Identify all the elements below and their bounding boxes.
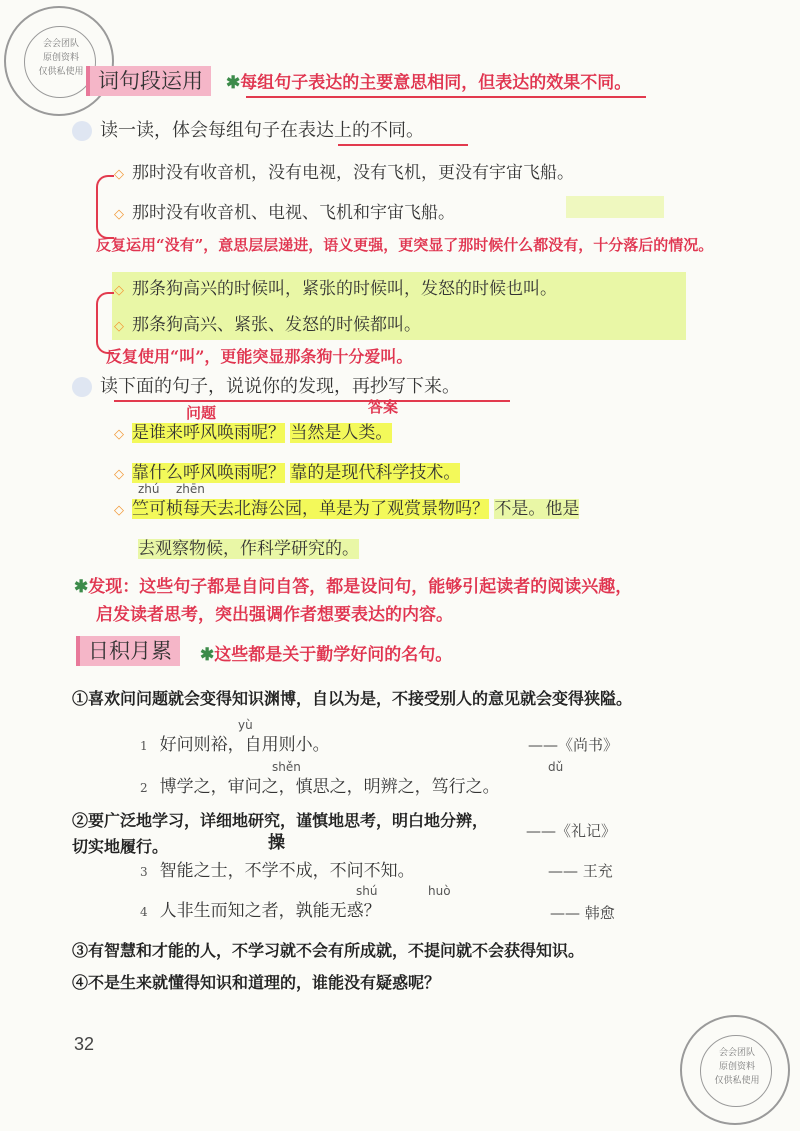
seal-text: 仅供私使用 (38, 67, 84, 77)
seal-text: 会会团队 (718, 1048, 755, 1058)
seal-text: 原创资料 (42, 53, 79, 63)
diamond-icon: ◇ (114, 503, 124, 518)
quote: 3 智能之士，不学不成，不问不知。 (140, 861, 415, 881)
sentence: ◇ 那时没有收音机、电视、飞机和宇宙飞船。 (114, 203, 455, 223)
seal-text: 原创资料 (718, 1062, 755, 1072)
quote-source: ——《尚书》 (528, 736, 619, 754)
arrow-icon (96, 292, 114, 354)
instruction: 读一读，体会每组句子在表达上的不同。 (72, 118, 424, 144)
quote: 4 人非生而知之者，孰能无惑？ (140, 901, 381, 921)
discovery-note: 启发读者思考，突出强调作者想要表达的内容。 (96, 605, 453, 625)
quote-source: —— 王充 (548, 862, 613, 880)
sentence: ◇ 那时没有收音机，没有电视，没有飞机，更没有宇宙飞船。 (114, 163, 574, 183)
pinyin: zhēn (176, 482, 205, 496)
highlight (566, 196, 664, 218)
circle-icon (72, 121, 92, 141)
seal-text: 仅供私使用 (714, 1076, 760, 1086)
sentence: ◇ 那条狗高兴的时候叫，紧张的时候叫，发怒的时候也叫。 (114, 279, 557, 299)
arrow-icon (96, 175, 114, 239)
quote: 1 好问则裕，自用则小。 (140, 735, 330, 755)
diamond-icon: ◇ (114, 319, 124, 334)
instruction: 读下面的句子，说说你的发现，再抄写下来。 (72, 374, 460, 400)
diamond-icon: ◇ (114, 167, 124, 182)
explanation: 切实地履行。 (72, 837, 169, 856)
page-number: 32 (74, 1034, 95, 1054)
pinyin: yù (238, 718, 253, 732)
star-icon: ✱ (200, 645, 215, 665)
pinyin: shú (356, 884, 378, 898)
section-title: 词句段运用 (86, 66, 211, 96)
explanation: ②要广泛地学习，详细地研究，谨慎地思考，明白地分辨， (72, 811, 489, 830)
quote-source: ——《礼记》 (526, 822, 617, 840)
annotation: 问题 (186, 404, 217, 422)
star-icon: ✱ (74, 577, 89, 597)
section-title: 日积月累 (76, 636, 180, 666)
annotation-note: 反复运用“没有”，意思层层递进，语义更强，更突显了那时候什么都没有，十分落后的情况。 (96, 236, 714, 254)
explanation: ④不是生来就懂得知识和道理的，谁能没有疑惑呢？ (72, 973, 441, 992)
annotation-note: 反复使用“叫”，更能突显那条狗十分爱叫。 (106, 347, 413, 366)
discovery-note: ✱发现：这些句子都是自问自答，都是设问句，能够引起读者的阅读兴趣， (74, 577, 633, 597)
sentence: ◇ 那条狗高兴、紧张、发怒的时候都叫。 (114, 315, 421, 335)
explanation: ③有智慧和才能的人，不学习就不会有所成就，不提问就不会获得知识。 (72, 941, 585, 960)
seal-text: 会会团队 (42, 39, 79, 49)
sentence: ◇ 是谁来呼风唤雨呢？ 当然是人类。 (114, 423, 393, 443)
quote-source: —— 韩愈 (550, 904, 615, 922)
underline (338, 144, 468, 146)
underline (246, 96, 646, 98)
star-icon: ✱ (226, 73, 241, 93)
diamond-icon: ◇ (114, 207, 124, 222)
sentence: 去观察物候，作科学研究的。 (138, 539, 359, 559)
pinyin: dǔ (548, 760, 564, 774)
explanation: ①喜欢问问题就会变得知识渊博，自以为是，不接受别人的意见就会变得狭隘。 (72, 689, 633, 708)
annotation: 答案 (368, 398, 399, 416)
section-note: ✱每组句子表达的主要意思相同，但表达的效果不同。 (226, 73, 632, 93)
section-note: ✱这些都是关于勤学好问的名句。 (200, 645, 453, 665)
quote: 2 博学之，审问之，慎思之，明辨之，笃行之。 (140, 777, 500, 797)
diamond-icon: ◇ (114, 283, 124, 298)
sentence: ◇ 靠什么呼风唤雨呢？ 靠的是现代科学技术。 (114, 463, 461, 483)
annotation: 操 (268, 833, 285, 853)
diamond-icon: ◇ (114, 427, 124, 442)
copyright-seal-bottom (680, 1015, 790, 1125)
pinyin: shěn (272, 760, 301, 774)
copyright-seal-top (4, 6, 114, 116)
pinyin: huò (428, 884, 451, 898)
diamond-icon: ◇ (114, 467, 124, 482)
pinyin: zhú (138, 482, 160, 496)
underline (114, 400, 510, 402)
sentence: ◇ 竺可桢每天去北海公园，单是为了观赏景物吗？ 不是。他是 (114, 499, 580, 519)
circle-icon (72, 377, 92, 397)
